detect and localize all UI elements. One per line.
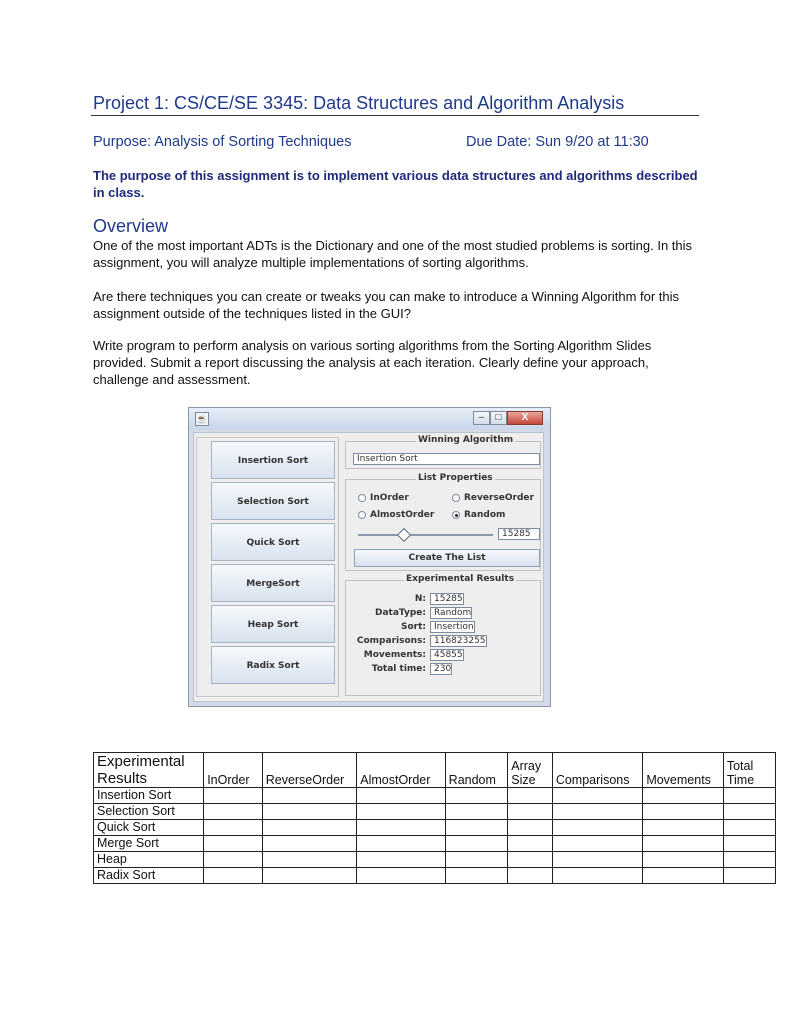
- table-cell[interactable]: [508, 788, 553, 804]
- sorting-gui-window: [188, 407, 551, 707]
- window-titlebar: [189, 408, 550, 430]
- table-row: [94, 820, 776, 836]
- radix-sort-button[interactable]: Radix Sort: [211, 646, 335, 684]
- size-slider-thumb[interactable]: [397, 528, 411, 542]
- merge-sort-button[interactable]: MergeSort: [211, 564, 335, 602]
- table-cell[interactable]: [204, 868, 263, 884]
- reverseorder-label: ReverseOrder: [464, 493, 534, 503]
- result-label-n: N:: [414, 594, 426, 604]
- table-cell[interactable]: [262, 804, 357, 820]
- random-label: Random: [464, 510, 506, 520]
- table-cell[interactable]: [204, 852, 263, 868]
- table-cell[interactable]: [445, 852, 508, 868]
- result-label-datatype: DataType:: [374, 608, 426, 618]
- table-cell[interactable]: [723, 836, 775, 852]
- table-cell[interactable]: [552, 804, 642, 820]
- table-row-label: Radix Sort: [94, 868, 204, 884]
- table-cell[interactable]: [508, 852, 553, 868]
- table-cell[interactable]: [723, 852, 775, 868]
- result-label-movements: Movements:: [363, 650, 426, 660]
- table-cell[interactable]: [204, 820, 263, 836]
- table-cell[interactable]: [357, 852, 445, 868]
- create-list-button[interactable]: Create The List: [354, 549, 540, 567]
- result-label-sort: Sort:: [400, 622, 426, 632]
- table-cell[interactable]: [508, 868, 553, 884]
- close-button[interactable]: X: [507, 411, 543, 425]
- result-label-total-time: Total time:: [371, 664, 426, 674]
- table-row: [94, 836, 776, 852]
- result-value-n: 15285: [430, 593, 464, 605]
- table-cell[interactable]: [552, 852, 642, 868]
- table-header: Experimental Results: [94, 753, 204, 788]
- result-value-datatype: Random: [430, 607, 472, 619]
- table-cell[interactable]: [262, 820, 357, 836]
- result-value-sort: Insertion: [430, 621, 475, 633]
- table-header: Array Size: [508, 753, 553, 788]
- table-cell[interactable]: [723, 820, 775, 836]
- table-cell[interactable]: [643, 820, 724, 836]
- random-radio[interactable]: [452, 511, 460, 519]
- maximize-button[interactable]: □: [490, 411, 507, 425]
- page-title: Project 1: CS/CE/SE 3345: Data Structures and Algorithm Analysis: [93, 93, 625, 113]
- overview-paragraph-2: Are there techniques you can create or tweaks you can make to introduce a Winning Algorithm for this assignment outside of the techniques listed in the GUI?: [93, 289, 680, 321]
- table-cell[interactable]: [552, 820, 642, 836]
- almostorder-label: AlmostOrder: [370, 510, 435, 520]
- table-header: ReverseOrder: [262, 753, 357, 788]
- table-cell[interactable]: [723, 868, 775, 884]
- table-cell[interactable]: [357, 788, 445, 804]
- table-row-label: Insertion Sort: [94, 788, 204, 804]
- table-cell[interactable]: [552, 836, 642, 852]
- table-row: [94, 868, 776, 884]
- result-value-comparisons: 116823255: [430, 635, 487, 647]
- experimental-results-table: [93, 752, 776, 884]
- table-row: [94, 804, 776, 820]
- table-cell[interactable]: [445, 804, 508, 820]
- table-cell[interactable]: [445, 820, 508, 836]
- table-cell[interactable]: [445, 836, 508, 852]
- table-cell[interactable]: [552, 788, 642, 804]
- table-cell[interactable]: [445, 868, 508, 884]
- table-header: Movements: [643, 753, 724, 788]
- java-app-icon: ☕: [196, 414, 208, 424]
- overview-paragraph-1: One of the most important ADTs is the Dictionary and one of the most studied problems is sorting. In this assignment, you will analyze multiple implementations of sorting algorithms.: [93, 238, 693, 270]
- table-cell[interactable]: [262, 836, 357, 852]
- table-cell[interactable]: [643, 868, 724, 884]
- table-row: [94, 852, 776, 868]
- title-divider: [91, 115, 699, 116]
- table-row-label: Merge Sort: [94, 836, 204, 852]
- inorder-label: InOrder: [370, 493, 409, 503]
- table-row-label: Heap: [94, 852, 204, 868]
- winning-algorithm-field[interactable]: Insertion Sort: [353, 453, 540, 465]
- table-cell[interactable]: [723, 788, 775, 804]
- result-label-comparisons: Comparisons:: [356, 636, 426, 646]
- table-header-row: [94, 753, 776, 788]
- table-row-label: Selection Sort: [94, 804, 204, 820]
- table-cell[interactable]: [357, 804, 445, 820]
- table-cell[interactable]: [508, 804, 553, 820]
- list-properties-group: [345, 473, 541, 571]
- winning-algorithm-legend: Winning Algorithm: [418, 435, 514, 445]
- table-cell[interactable]: [508, 820, 553, 836]
- result-value-movements: 45855: [430, 649, 464, 661]
- purpose-line: Purpose: Analysis of Sorting Techniques: [93, 134, 352, 150]
- inorder-radio[interactable]: [358, 494, 366, 502]
- table-cell[interactable]: [204, 804, 263, 820]
- table-row-label: Quick Sort: [94, 820, 204, 836]
- table-cell[interactable]: [357, 820, 445, 836]
- window-content: [193, 432, 544, 702]
- table-cell[interactable]: [204, 788, 263, 804]
- overview-heading: Overview: [93, 216, 169, 236]
- table-cell[interactable]: [643, 804, 724, 820]
- table-header: AlmostOrder: [357, 753, 445, 788]
- table-cell[interactable]: [643, 836, 724, 852]
- table-header: InOrder: [204, 753, 263, 788]
- table-header: Random: [445, 753, 508, 788]
- table-row: [94, 788, 776, 804]
- table-cell[interactable]: [723, 804, 775, 820]
- list-properties-legend: List Properties: [418, 473, 493, 483]
- quick-sort-button[interactable]: Quick Sort: [211, 523, 335, 561]
- table-cell[interactable]: [508, 836, 553, 852]
- table-header: Comparisons: [552, 753, 642, 788]
- table-cell[interactable]: [262, 868, 357, 884]
- table-cell[interactable]: [262, 852, 357, 868]
- experimental-results-legend: Experimental Results: [406, 574, 515, 584]
- winning-algorithm-group: [345, 435, 541, 469]
- table-cell[interactable]: [643, 788, 724, 804]
- size-slider-track[interactable]: [358, 534, 493, 536]
- overview-paragraph-3: Write program to perform analysis on various sorting algorithms from the Sorting Algorithm Slides provided. Submit a report discussing the analysis at each iteration. Clearly define your approach, challenge and assessment.: [93, 338, 652, 387]
- reverseorder-radio[interactable]: [452, 494, 460, 502]
- almostorder-radio[interactable]: [358, 511, 366, 519]
- table-cell[interactable]: [204, 836, 263, 852]
- result-value-total-time: 230: [430, 663, 452, 675]
- table-header: Total Time: [723, 753, 775, 788]
- heap-sort-button[interactable]: Heap Sort: [211, 605, 335, 643]
- table-cell[interactable]: [357, 868, 445, 884]
- table-cell[interactable]: [552, 868, 642, 884]
- table-cell[interactable]: [262, 788, 357, 804]
- experimental-results-group: [345, 574, 541, 696]
- due-date: Due Date: Sun 9/20 at 11:30: [466, 134, 649, 150]
- size-field[interactable]: 15285: [498, 528, 540, 540]
- insertion-sort-button[interactable]: Insertion Sort: [211, 441, 335, 479]
- table-cell[interactable]: [643, 852, 724, 868]
- sort-button-panel: [196, 437, 339, 697]
- selection-sort-button[interactable]: Selection Sort: [211, 482, 335, 520]
- table-cell[interactable]: [357, 836, 445, 852]
- minimize-button[interactable]: –: [473, 411, 490, 425]
- intro-statement: The purpose of this assignment is to implement various data structures and algorithms described in class.: [93, 168, 698, 200]
- table-cell[interactable]: [445, 788, 508, 804]
